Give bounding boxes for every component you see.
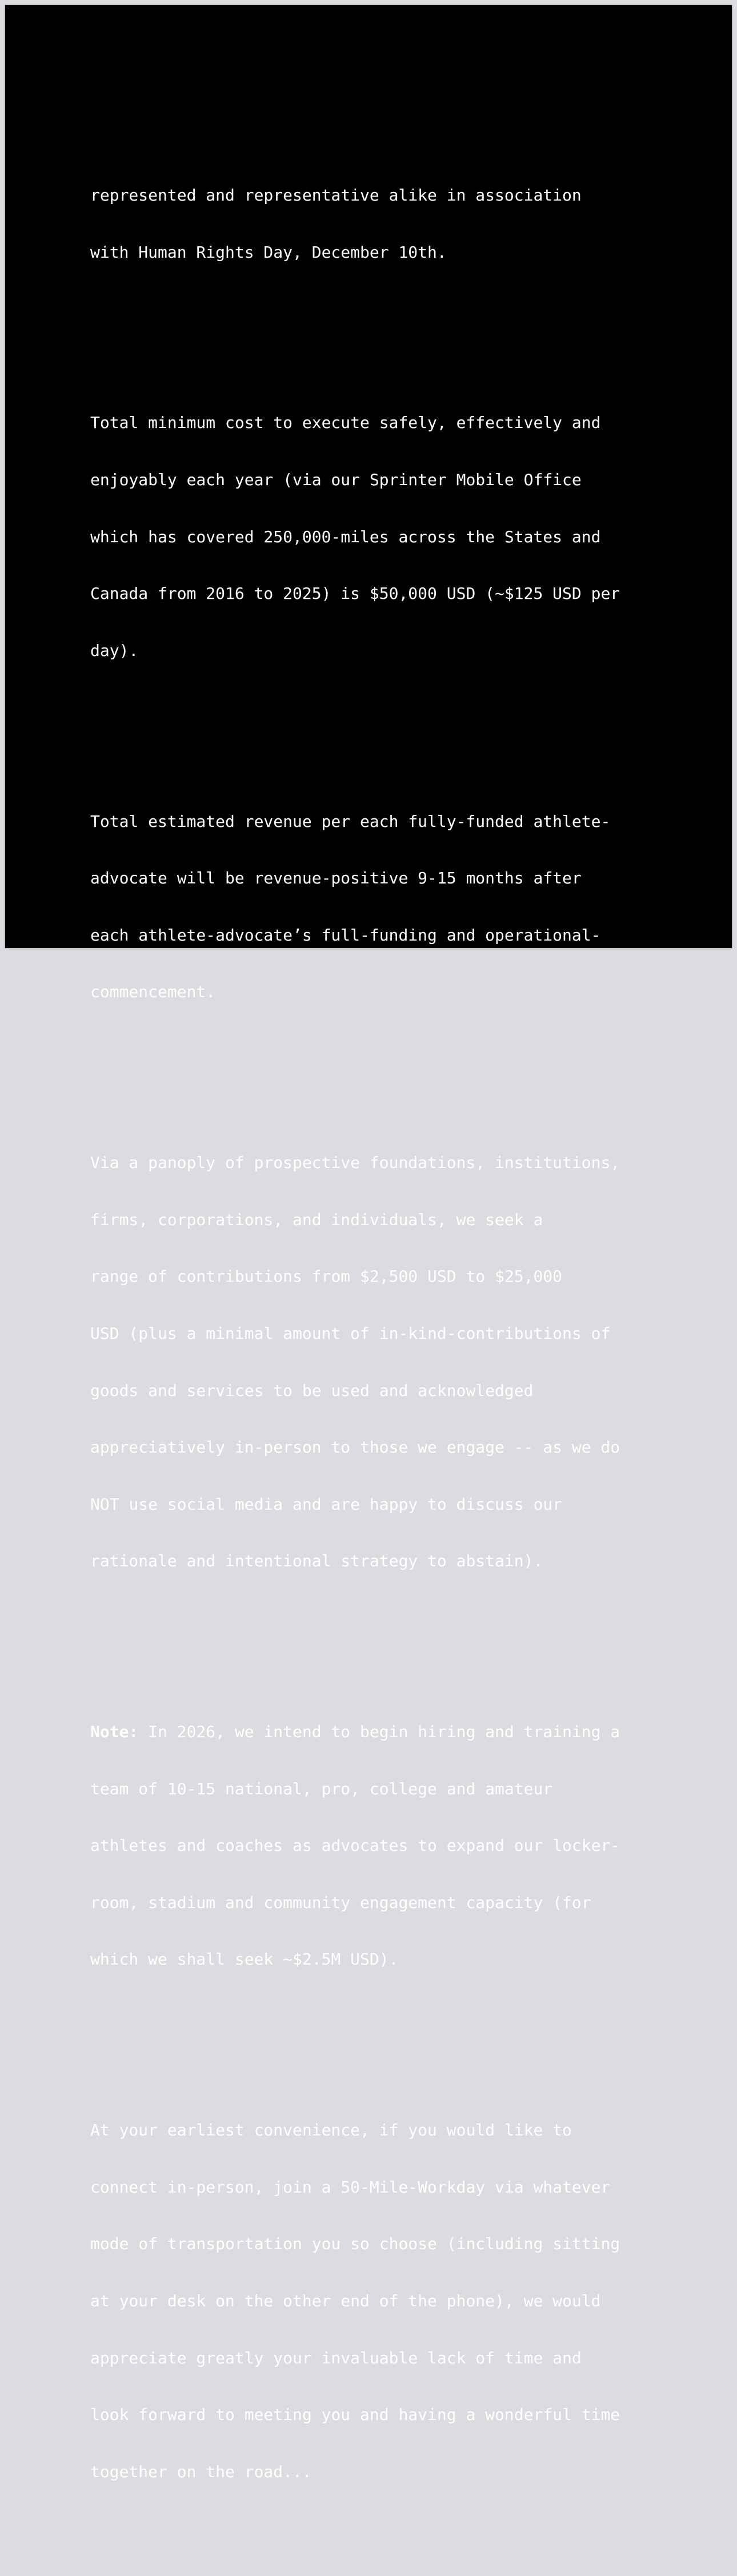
text-line: day). — [90, 641, 139, 660]
text-line: NOT use social media and are happy to discuss our — [90, 1494, 563, 1514]
note-first-line-text: In 2026, we intend to begin hiring and training a — [138, 1722, 620, 1742]
text-line: enjoyably each year (via our Sprinter Mobile Office — [90, 470, 582, 489]
text-line: advocate will be revenue-positive 9-15 months after — [90, 869, 582, 888]
text-line: range of contributions from $2,500 USD to $25,000 — [90, 1267, 563, 1286]
text-line: goods and services to be used and acknowledged — [90, 1381, 534, 1400]
text-line: USD (plus a minimal amount of in-kind-contributions of — [90, 1323, 611, 1343]
paragraph-note — [90, 1685, 662, 2007]
text-line: athletes and coaches as advocates to expand our locker- — [90, 1836, 620, 1855]
document-body — [90, 91, 662, 2576]
text-line: look forward to meeting you and having a wonderful time — [90, 2405, 620, 2425]
text-line: which we shall seek ~$2.5M USD). — [90, 1950, 399, 1969]
text-line: Total minimum cost to execute safely, effectively and — [90, 413, 601, 433]
paragraph-minimum-cost — [90, 375, 662, 698]
text-line: At your earliest convenience, if you would like to — [90, 2121, 572, 2140]
text-line: room, stadium and community engagement capacity (for — [90, 1893, 591, 1912]
text-line: each athlete-advocate’s full-funding and operational- — [90, 925, 601, 945]
text-line: at your desk on the other end of the phone), we would — [90, 2291, 601, 2311]
text-line: Total estimated revenue per each fully-funded athlete- — [90, 811, 611, 831]
text-line — [90, 1722, 662, 1741]
text-line: Via a panoply of prospective foundations, institutions, — [90, 1153, 620, 1173]
text-line: commencement. — [90, 982, 216, 1002]
text-line: firms, corporations, and individuals, we seek a — [90, 1210, 543, 1229]
paragraph-estimated-revenue — [90, 774, 662, 1039]
text-line: Canada from 2016 to 2025) is $50,000 USD (~$125 USD per — [90, 584, 620, 603]
text-line: represented and representative alike in association — [90, 186, 582, 205]
text-line: team of 10-15 national, pro, college and amateur — [90, 1779, 553, 1798]
text-line: appreciate greatly your invaluable lack of time and — [90, 2348, 582, 2367]
paragraph-human-rights-day — [90, 148, 662, 300]
text-line: with Human Rights Day, December 10th. — [90, 242, 447, 262]
text-line: appreciatively in-person to those we engage -- as we do — [90, 1438, 620, 1457]
paragraph-closing — [90, 2083, 662, 2519]
text-line: together on the road... — [90, 2462, 312, 2481]
text-line: mode of transportation you so choose (including sitting — [90, 2234, 620, 2254]
document-page — [5, 5, 732, 2481]
text-line: connect in-person, join a 50-Mile-Workday via whatever — [90, 2177, 611, 2197]
text-line: rationale and intentional strategy to abstain). — [90, 1551, 543, 1571]
text-line: which has covered 250,000-miles across the States and — [90, 527, 601, 546]
note-label: Note: — [90, 1722, 139, 1742]
paragraph-contributions — [90, 1115, 662, 1609]
